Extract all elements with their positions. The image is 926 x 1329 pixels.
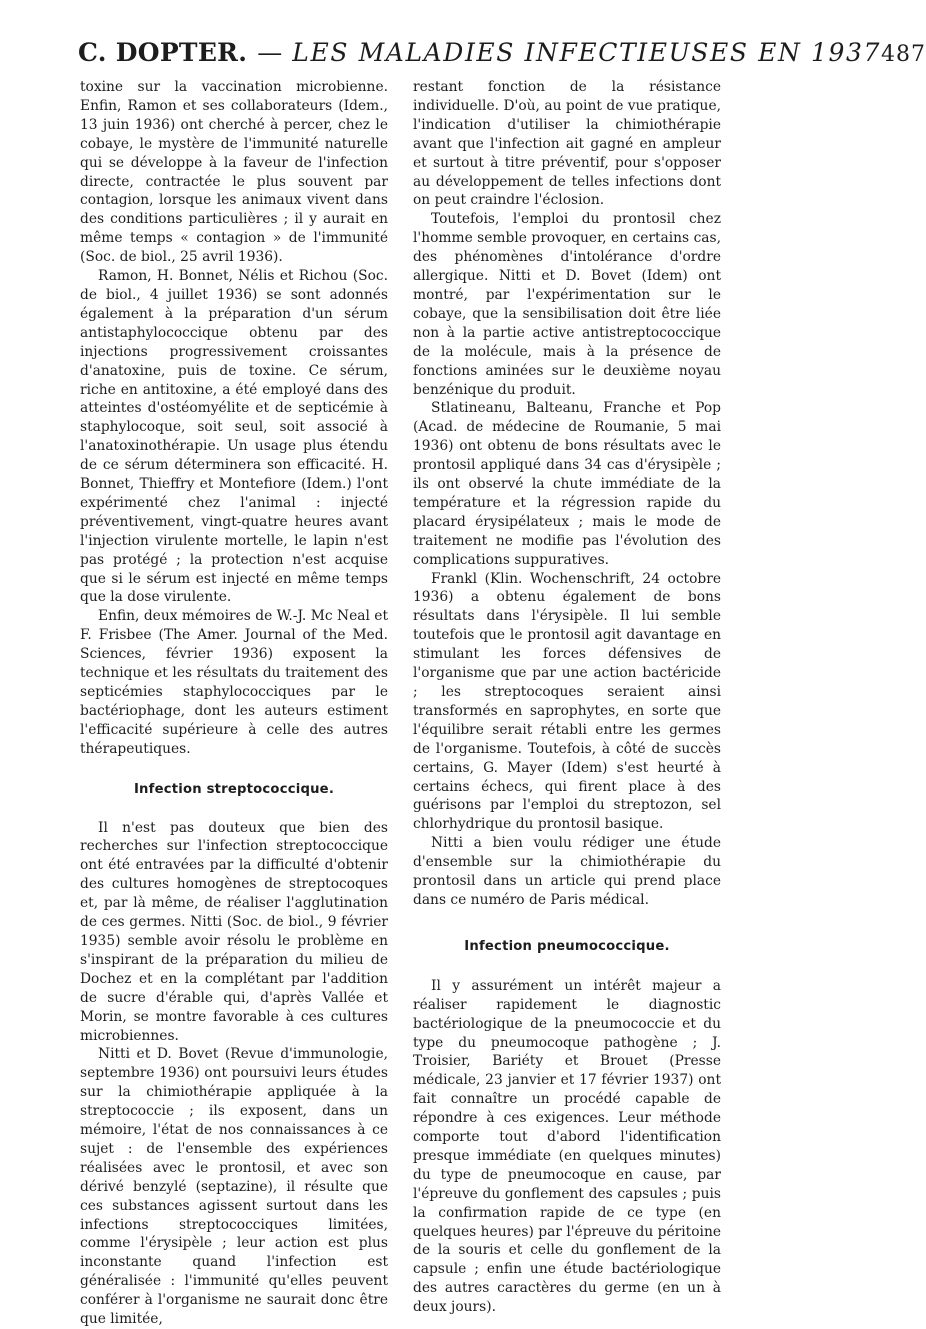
paragraph: Nitti a bien voulu rédiger une étude d'ensemble sur la chimiothérapie du prontosil dans un article qui prend place dans ce numéro de Paris médical. (413, 835, 721, 908)
paragraph: Il n'est pas douteux que bien des recherches sur l'infection streptococcique ont été entravées par la difficulté d'obtenir des cultures homogènes de streptocoques et, par là même, de réaliser l'agglutination de ces germes. Nitti (Soc. de biol., 9 février 1935) semble avoir résolu le problème en s'inspirant de la préparation du milieu de Dochez et en la complétant par l'addition de sucre d'érable qui, d'après Vallée et Morin, se montre favorable à ces cultures microbiennes. (80, 819, 388, 1044)
running-header (78, 38, 926, 74)
paragraph: Toutefois, l'emploi du prontosil chez l'homme semble provoquer, en certains cas, des phénomènes d'intolérance d'ordre allergique. Nitti et D. Bovet (Idem) ont montré, par l'expérimentation sur le cobaye, que la sensibilisation doit être liée non à la partie active antistreptococcique de la molécule, mais à la présence de fonctions aminées sur le deuxième noyau benzénique du produit. (413, 211, 721, 398)
paragraph: Ramon, H. Bonnet, Nélis et Richou (Soc. de biol., 4 juillet 1936) se sont adonnés également à la préparation d'un sérum antistaphylococcique obtenu par des injections progressivement croissantes d'anatoxine, puis de toxine. Ce sérum, riche en antitoxine, a été employé dans des atteintes d'ostéomyélite et de septicémie à staphylocoque, soit seul, soit associé à l'anatoxinothérapie. Un usage plus étendu de ce sérum déterminera son efficacité. H. Bonnet, Thieffry et Montefiore (Idem.) l'ont expérimenté chez l'animal : injecté préventivement, vingt-quatre heures avant l'injection virulente mortelle, le lapin n'est pas protégé ; la protection n'est acquise que si le sérum est injecté en même temps que la dose virulente. (80, 268, 388, 606)
paragraph: Il y assurément un intérêt majeur a réaliser rapidement le diagnostic bactériologique de la pneumococcie et du type du pneumocoque pathogène ; J. Troisier, Bariéty et Brouet (Presse médicale, 23 janvier et 17 février 1937) ont fait connaître un procédé capable de répondre à ces exigences. Leur méthode comporte tout d'abord l'identification presque immédiate (en quelques minutes) du type de pneumocoque en cause, par l'épreuve du gonflement des capsules ; puis la confirmation rapide de ce type (en quelques heures) par l'épreuve du péritoine de la souris et celle du gonflement de la capsule ; enfin une étude bactériologique des autres caractères du germe (en un à deux jours). (413, 977, 721, 1316)
section-heading-pneumococcique: Infection pneumococcique. (464, 938, 670, 954)
section-heading-streptococcique: Infection streptococcique. (133, 781, 335, 797)
paragraph: Enfin, deux mémoires de W.-J. Mc Neal et F. Frisbee (The Amer. Journal of the Med. Sciences, février 1936) exposent la technique et les résultats du traitement des septicémies staphylococciques par le bactériophage, dont les auteurs estiment l'efficacité supérieure à celle des autres thérapeutiques. (80, 608, 388, 757)
page-number: 487 (881, 42, 926, 67)
paragraph: Frankl (Klin. Wochenschrift, 24 octobre 1936) a obtenu également de bons résultats dans l'érysipèle. Il lui semble toutefois que le prontosil agit davantage en stimulant les forces défensives de l'organisme que par une action bactéricide ; les streptocoques seraient ainsi transformés en saprophytes, en sorte que l'équilibre serait rétabli entre les germes de l'organisme. Toutefois, à côté de succès certains, G. Mayer (Idem) s'est heurté à certains échecs, qui firent place à des guérisons par l'emploi du streptozon, sel chlorhydrique du prontosil basique. (413, 570, 721, 833)
right-column (413, 78, 721, 1317)
paragraph: Stlatineanu, Balteanu, Franche et Pop (Acad. de médecine de Roumanie, 5 mai 1936) ont obtenu de bons résultats avec le prontosil appliqué dans 34 cas d'érysipèle ; ils ont observé la chute immédiate de la température et la régression rapide du placard érysipélateux ; mais le mode de traitement ne modifie pas l'évolution des complications suppuratives. (413, 400, 721, 568)
paragraph: restant fonction de la résistance individuelle. D'où, au point de vue pratique, l'indication d'utiliser la chimiothérapie avant que l'infection ait gagné en ampleur et surtout à titre préventif, pour s'opposer au développement de telles infections dont on peut craindre l'éclosion. (413, 79, 721, 209)
header-title: LES MALADIES INFECTIEUSES EN 1937 (292, 38, 882, 67)
paragraph: Nitti et D. Bovet (Revue d'immunologie, septembre 1936) ont poursuivi leurs études sur la chimiothérapie appliquée à la streptococcie ; ils exposent, dans un mémoire, l'état de nos connaissances à ce sujet : de l'ensemble des expériences réalisées avec le prontosil, et avec son dérivé benzylé (septazine), il résulte que ces substances agissent surtout dans les infections streptococciques limitées, comme l'érysipèle ; leur action est plus inconstante quand l'infection est généralisée : l'immunité qu'elles peuvent conférer à l'organisme ne saurait donc être que limitée, (80, 1046, 388, 1328)
header-dash: — (257, 38, 283, 67)
paragraph: toxine sur la vaccination microbienne. Enfin, Ramon et ses collaborateurs (Idem., 13 juin 1936) ont cherché à percer, chez le cobaye, le mystère de l'immunité naturelle qui se développe à la faveur de l'infection directe, contractée le plus souvent par contagion, lorsque les animaux vivent dans des conditions particulières ; il y aurait en même temps « contagion » de l'immunité (Soc. de biol., 25 avril 1936). (80, 79, 388, 266)
left-column (80, 78, 388, 1329)
header-author: C. DOPTER. (78, 38, 248, 67)
